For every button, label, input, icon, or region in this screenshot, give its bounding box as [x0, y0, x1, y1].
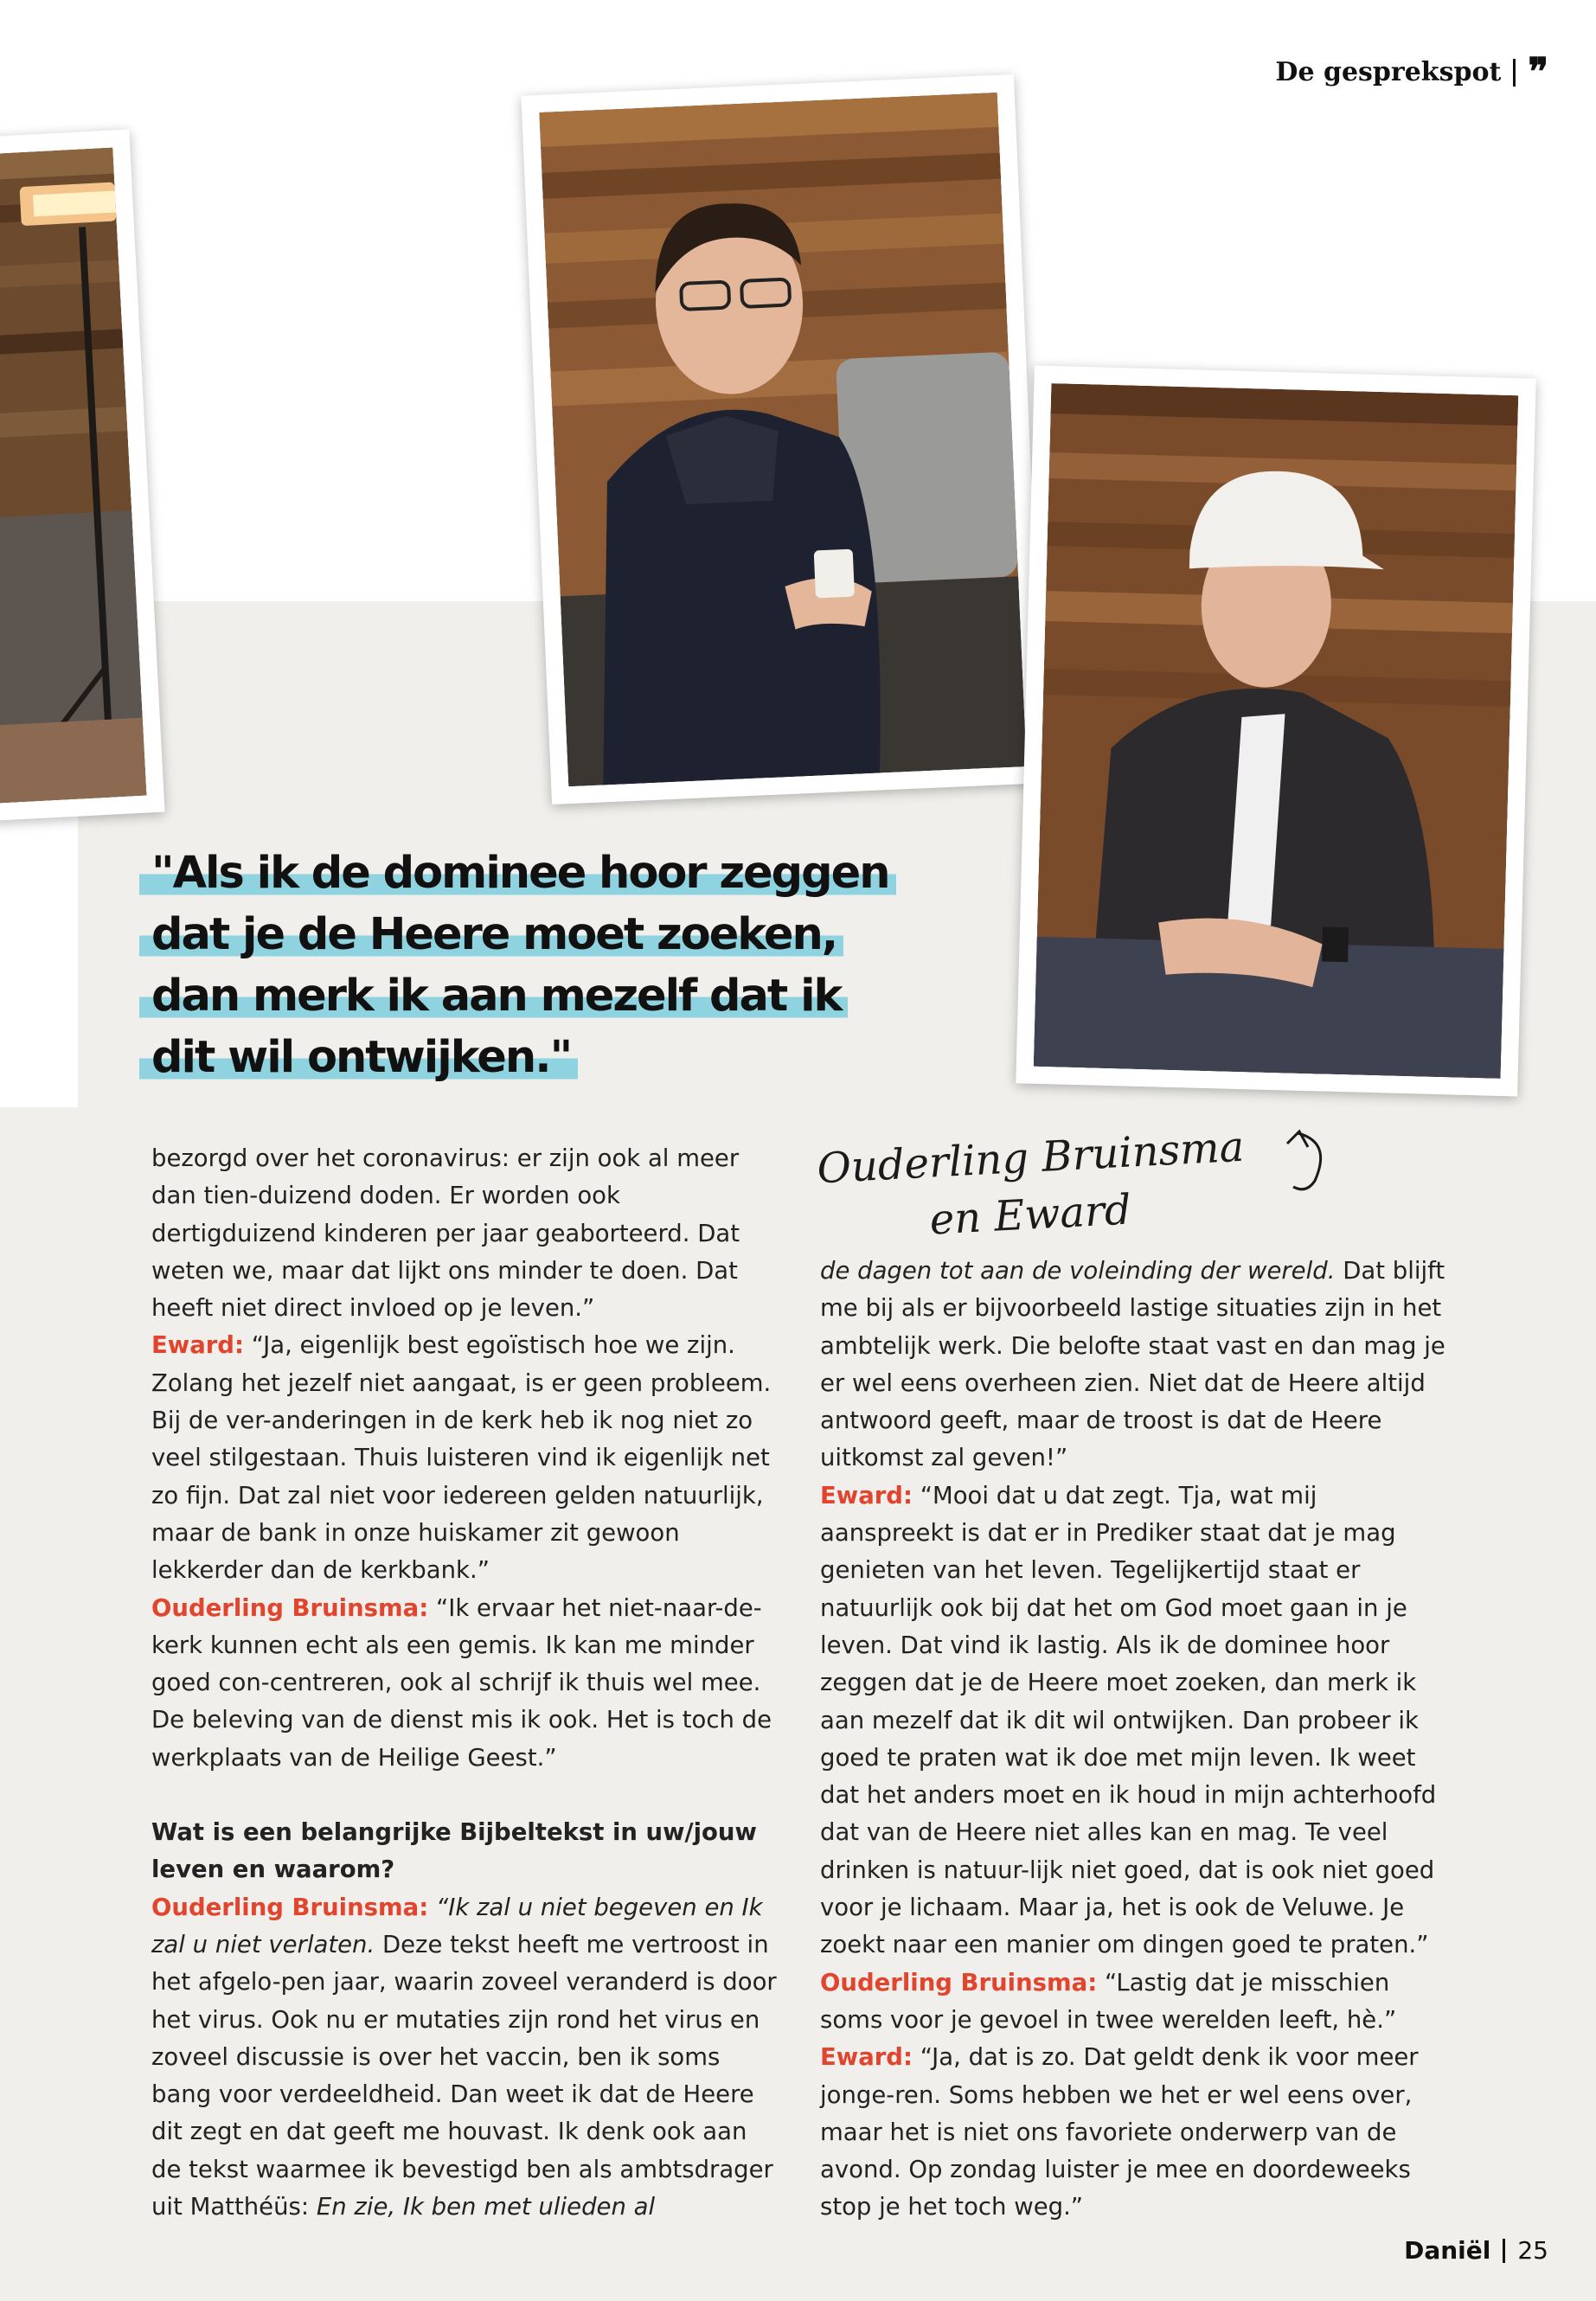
paragraph: Ouderling Bruinsma: “Lastig dat je misschien soms voor je gevoel in twee werelden leeft, hè.” [820, 1968, 1397, 2034]
pull-quote-line: dit wil ontwijken." [151, 1032, 930, 1084]
paragraph: Eward: “Ja, dat is zo. Dat geldt denk ik voor meer jonge-ren. Soms hebben we het er wel eens over, maar het is niet ons favoriete onderwerp van de avond. Op zondag luister je mee en doordeweeks stop je het toch weg.” [820, 2043, 1419, 2221]
photo-ouderling-bruinsma [521, 74, 1044, 804]
caption-arrowhead-icon [1287, 1131, 1308, 1147]
pull-quote-line: "Als ik de dominee hoor zeggen [151, 848, 930, 900]
pull-quote [151, 848, 930, 1093]
speaker-label: Eward: [820, 1481, 913, 1509]
section-title: De gesprekspot [1275, 57, 1502, 87]
paragraph: de dagen tot aan de voleinding der wereld. Dat blijft me bij als er bijvoorbeeld lastige situaties zijn in het ambtelijk werk. Die belofte staat vast en dan mag je er wel eens overheen zien. Niet dat de Heere altijd antwoord geeft, maar de troost is dat de Heere uitkomst zal geven!” [820, 1257, 1445, 1472]
paragraph: bezorgd over het coronavirus: er zijn ook al meer dan tien-duizend doden. Er worden ook dertigduizend kinderen per jaar geaborteerd. Dat weten we, maar dat lijkt ons minder te doen. Dat heeft niet direct invloed op je leven.” [151, 1144, 740, 1323]
photo-eward [1016, 366, 1536, 1097]
paragraph: Ouderling Bruinsma: “Ik ervaar het niet-naar-de-kerk kunnen echt als een gemis. Ik kan me minder goed con-centreren, ook al schrijf ik thuis wel mee. De beleving van de dienst mis ik ook. Het is toch de werkplaats van de Heilige Geest.” [151, 1593, 772, 1772]
caption-line-2: en Eward [928, 1185, 1132, 1245]
pull-quote-line: dat je de Heere moet zoeken, [151, 909, 930, 961]
article-column-left [151, 1140, 783, 2226]
pull-quote-line: dan merk ik aan mezelf dat ik [151, 971, 930, 1022]
background-panel-left [0, 1107, 78, 2301]
speaker-label: Ouderling Bruinsma: [820, 1968, 1098, 1997]
double-quote-icon: ❞ [1528, 49, 1548, 94]
caption-line-1: Ouderling Bruinsma [816, 1125, 1246, 1194]
photo-caption [813, 1125, 1367, 1246]
interview-question: Wat is een belangrijke Bijbeltekst in uw/jouw leven en waarom? [151, 1818, 757, 1884]
paragraph: Ouderling Bruinsma: “Ik zal u niet begeven en Ik zal u niet verlaten. Deze tekst heeft me vertroost in het afgelo-pen jaar, waarin zoveel veranderd is door het virus. Ook nu er mutaties zijn rond het virus en zoveel discussie is over het vaccin, ben ik soms bang voor verdeeldheid. Dan weet ik dat de Heere dit zegt en dat geeft me houvast. Ik denk ook aan de tekst waarmee ik bevestigd ben als ambtsdrager uit Matthéüs: En zie, Ik ben met ulieden al [151, 1893, 777, 2221]
speaker-label: Eward: [820, 2043, 913, 2072]
page-number: 25 [1517, 2236, 1548, 2265]
photo-room-heater [0, 130, 165, 823]
speaker-label: Ouderling Bruinsma: [151, 1893, 429, 1921]
magazine-name: Daniël [1404, 2236, 1491, 2265]
paragraph: Eward: “Ja, eigenlijk best egoïstisch hoe we zijn. Zolang het jezelf niet aangaat, is er geen probleem. Bij de ver-anderingen in de kerk heb ik nog niet zo veel stilgestaan. Thuis luisteren vind ik eigenlijk net zo fijn. Dat zal niet voor iedereen gelden natuurlijk, maar de bank in onze huiskamer zit gewoon lekkerder dan de kerkbank.” [151, 1331, 772, 1585]
page-header [1275, 49, 1548, 94]
footer-divider [1503, 2239, 1505, 2263]
article-column-right [820, 1253, 1452, 2227]
caption-arrow-icon [1293, 1133, 1321, 1189]
speaker-label: Ouderling Bruinsma: [151, 1593, 429, 1622]
speaker-label: Eward: [151, 1331, 244, 1360]
paragraph: Eward: “Mooi dat u dat zegt. Tja, wat mij aanspreekt is dat er in Prediker staat dat je mag genieten van het leven. Tegelijkertijd staat er natuurlijk ook bij dat het om God moet gaan in je leven. Dat vind ik lastig. Als ik de dominee hoor zeggen dat je de Heere moet zoeken, dan merk ik aan mezelf dat ik dit wil ontwijken. Dan probeer ik goed te praten wat ik doe met mijn leven. Ik weet dat het anders moet en ik houd in mijn achterhoofd dat van de Heere niet alles kan en mag. Te veel drinken is natuur-lijk niet goed, dat is ook niet goed voor je lichaam. Maar ja, het is ook de Veluwe. Je zoekt naar een manier om dingen goed te praten.” [820, 1481, 1437, 1959]
page-footer [1404, 2236, 1548, 2265]
header-divider [1513, 59, 1516, 87]
